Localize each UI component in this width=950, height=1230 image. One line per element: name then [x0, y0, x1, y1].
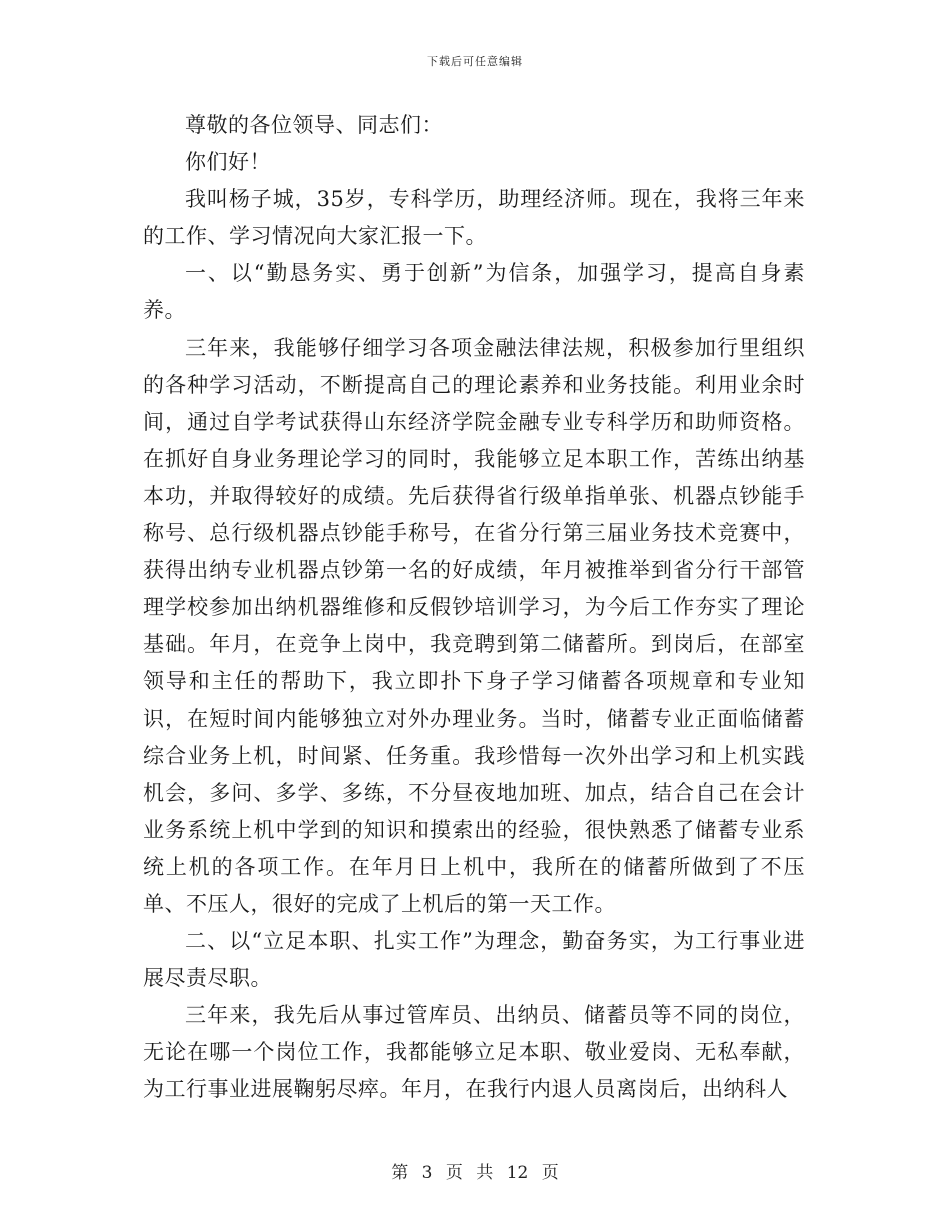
salutation: 尊敬的各位领导、同志们：	[185, 113, 443, 137]
paragraph-work: 三年来，我先后从事过管库员、出纳员、储蓄员等不同的岗位，无论在哪一个岗位工作，我都能够立足本职、敬业爱岗、无私奉献，为工行事业进展鞠躬尽瘁。年月，在我行内退人员离岗后，出纳科人	[143, 1003, 805, 1102]
greeting: 你们好！	[185, 150, 271, 175]
paragraph-study: 三年来，我能够仔细学习各项金融法律法规，积极参加行里组织的各种学习活动，不断提高自己的理论素养和业务技能。利用业余时间，通过自学考试获得山东经济学院金融专业专科学历和助师资格。在抓好自身业务理论学习的同时，我能够立足本职工作，苦练出纳基本功，并取得较好的成绩。先后获得省行级单指单张、机器点钞能手称号、总行级机器点钞能手称号，在省分行第三届业务技术竞赛中，获得出纳专业机器点钞第一名的好成绩，年月被推举到省分行干部管理学校参加出纳机器维修和反假钞培训学习，为今后工作夯实了理论基础。年月，在竞争上岗中，我竞聘到第二储蓄所。到岗后，在部室领导和主任的帮助下，我立即扑下身子学习储蓄各项规章和专业知识，在短时间内能够独立对外办理业务。当时，储蓄专业正面临储蓄综合业务上机，时间紧、任务重。我珍惜每一次外出学习和上机实践机会，多问、多学、多练，不分昼夜地加班、加点，结合自己在会计业务系统上机中学到的知识和摸索出的经验，很快熟悉了储蓄专业系统上机的各项工作。在年月日上机中，我所在的储蓄所做到了不压单、不压人，很好的完成了上机后的第一天工作。	[143, 335, 805, 916]
page-footer	[0, 1158, 950, 1183]
footer-suffix: 页	[541, 1163, 559, 1183]
footer-current-page: 3	[421, 1163, 433, 1183]
page-header-note: 下载后可任意编辑	[427, 55, 523, 68]
section-heading-2: 二、以“立足本职、扎实工作”为理念，勤奋务实，为工行事业进展尽责尽职。	[143, 929, 805, 991]
footer-prefix: 第	[391, 1163, 409, 1183]
footer-total-word: 共	[476, 1163, 494, 1183]
section-heading-1: 一、以“勤恳务实、勇于创新”为信条，加强学习，提高自身素养。	[143, 261, 805, 323]
paragraph-introduction: 我叫杨子城，35岁，专科学历，助理经济师。现在，我将三年来的工作、学习情况向大家汇报一下。	[143, 187, 805, 249]
footer-page-word: 页	[445, 1163, 463, 1183]
footer-total-pages: 12	[506, 1163, 529, 1183]
document-body	[143, 107, 805, 1109]
